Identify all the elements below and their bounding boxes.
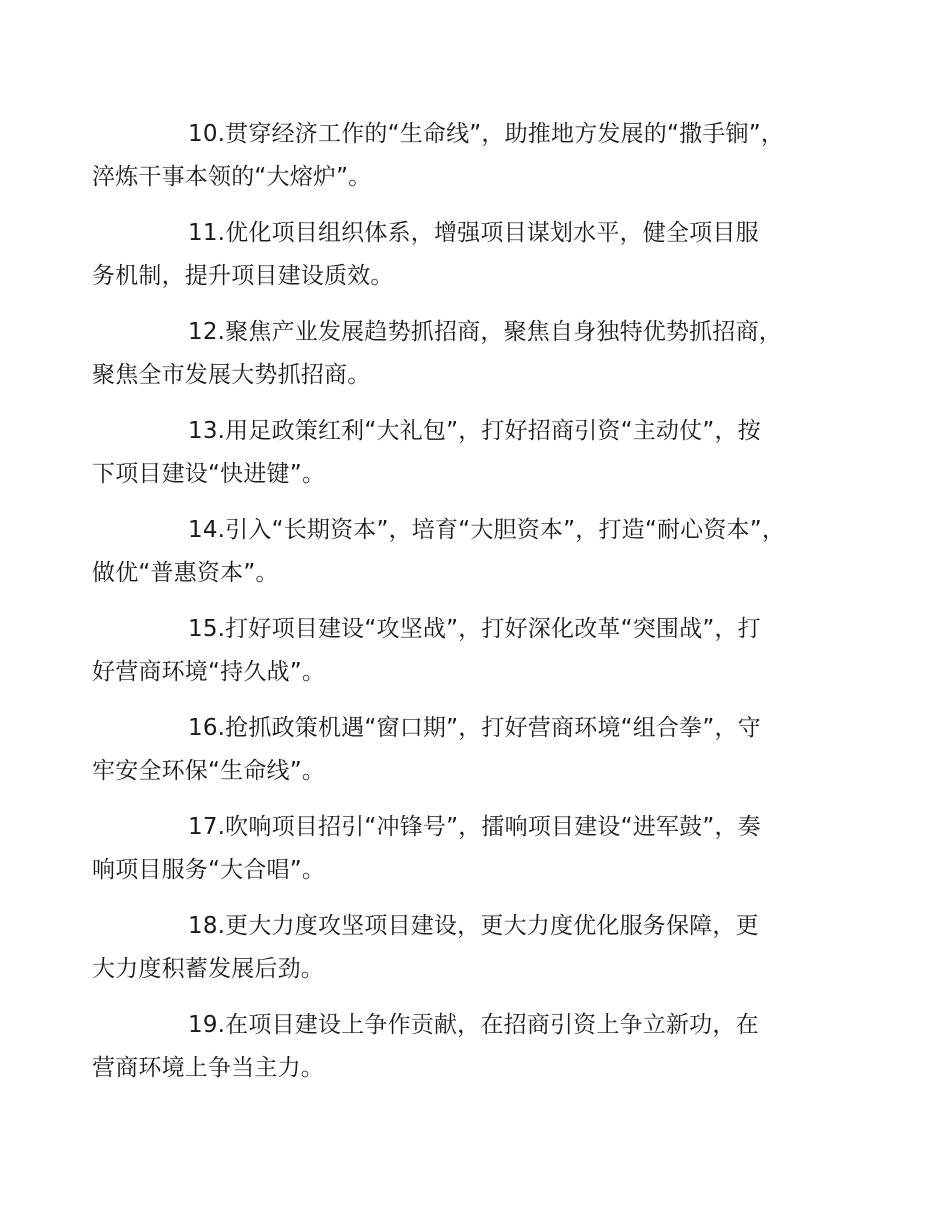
paragraph-line: 做优“普惠资本”。 <box>92 560 279 586</box>
paragraph-16 <box>92 707 832 793</box>
paragraph-line: 下项目建设“快进键”。 <box>92 461 326 487</box>
paragraph-15 <box>92 608 832 694</box>
paragraph-line: 务机制，提升项目建设质效。 <box>92 263 394 289</box>
paragraph-line: 11.优化项目组织体系，增强项目谋划水平，健全项目服 <box>188 220 759 246</box>
paragraph-line: 营商环境上争当主力。 <box>92 1055 324 1081</box>
paragraph-line: 15.打好项目建设“攻坚战”，打好深化改革“突围战”，打 <box>188 616 761 642</box>
paragraph-line: 14.引入“长期资本”，培育“大胆资本”，打造“耐心资本”， <box>188 517 786 543</box>
paragraph-line: 聚焦全市发展大势抓招商。 <box>92 362 371 388</box>
paragraph-line: 19.在项目建设上争作贡献，在招商引资上争立新功，在 <box>188 1012 759 1038</box>
paragraph-10 <box>92 113 832 199</box>
paragraph-line: 17.吹响项目招引“冲锋号”，擂响项目建设“进军鼓”，奏 <box>188 814 761 840</box>
paragraph-line: 12.聚焦产业发展趋势抓招商，聚焦自身独特优势抓招商， <box>188 319 782 345</box>
paragraph-line: 大力度积蓄发展后劲。 <box>92 956 324 982</box>
paragraph-line: 10.贯穿经济工作的“生命线”，助推地方发展的“撒手锏”， <box>188 121 785 147</box>
paragraph-17 <box>92 806 832 892</box>
document-body <box>92 113 832 1103</box>
paragraph-19 <box>92 1004 832 1090</box>
paragraph-11 <box>92 212 832 298</box>
paragraph-line: 响项目服务“大合唱”。 <box>92 857 326 883</box>
paragraph-line: 好营商环境“持久战”。 <box>92 659 326 685</box>
paragraph-18 <box>92 905 832 991</box>
paragraph-line: 牢安全环保“生命线”。 <box>92 758 326 784</box>
paragraph-line: 13.用足政策红利“大礼包”，打好招商引资“主动仗”，按 <box>188 418 761 444</box>
paragraph-14 <box>92 509 832 595</box>
paragraph-13 <box>92 410 832 496</box>
paragraph-12 <box>92 311 832 397</box>
paragraph-line: 18.更大力度攻坚项目建设，更大力度优化服务保障，更 <box>188 913 759 939</box>
paragraph-line: 16.抢抓政策机遇“窗口期”，打好营商环境“组合拳”，守 <box>188 715 761 741</box>
paragraph-line: 淬炼干事本领的“大熔炉”。 <box>92 164 372 190</box>
